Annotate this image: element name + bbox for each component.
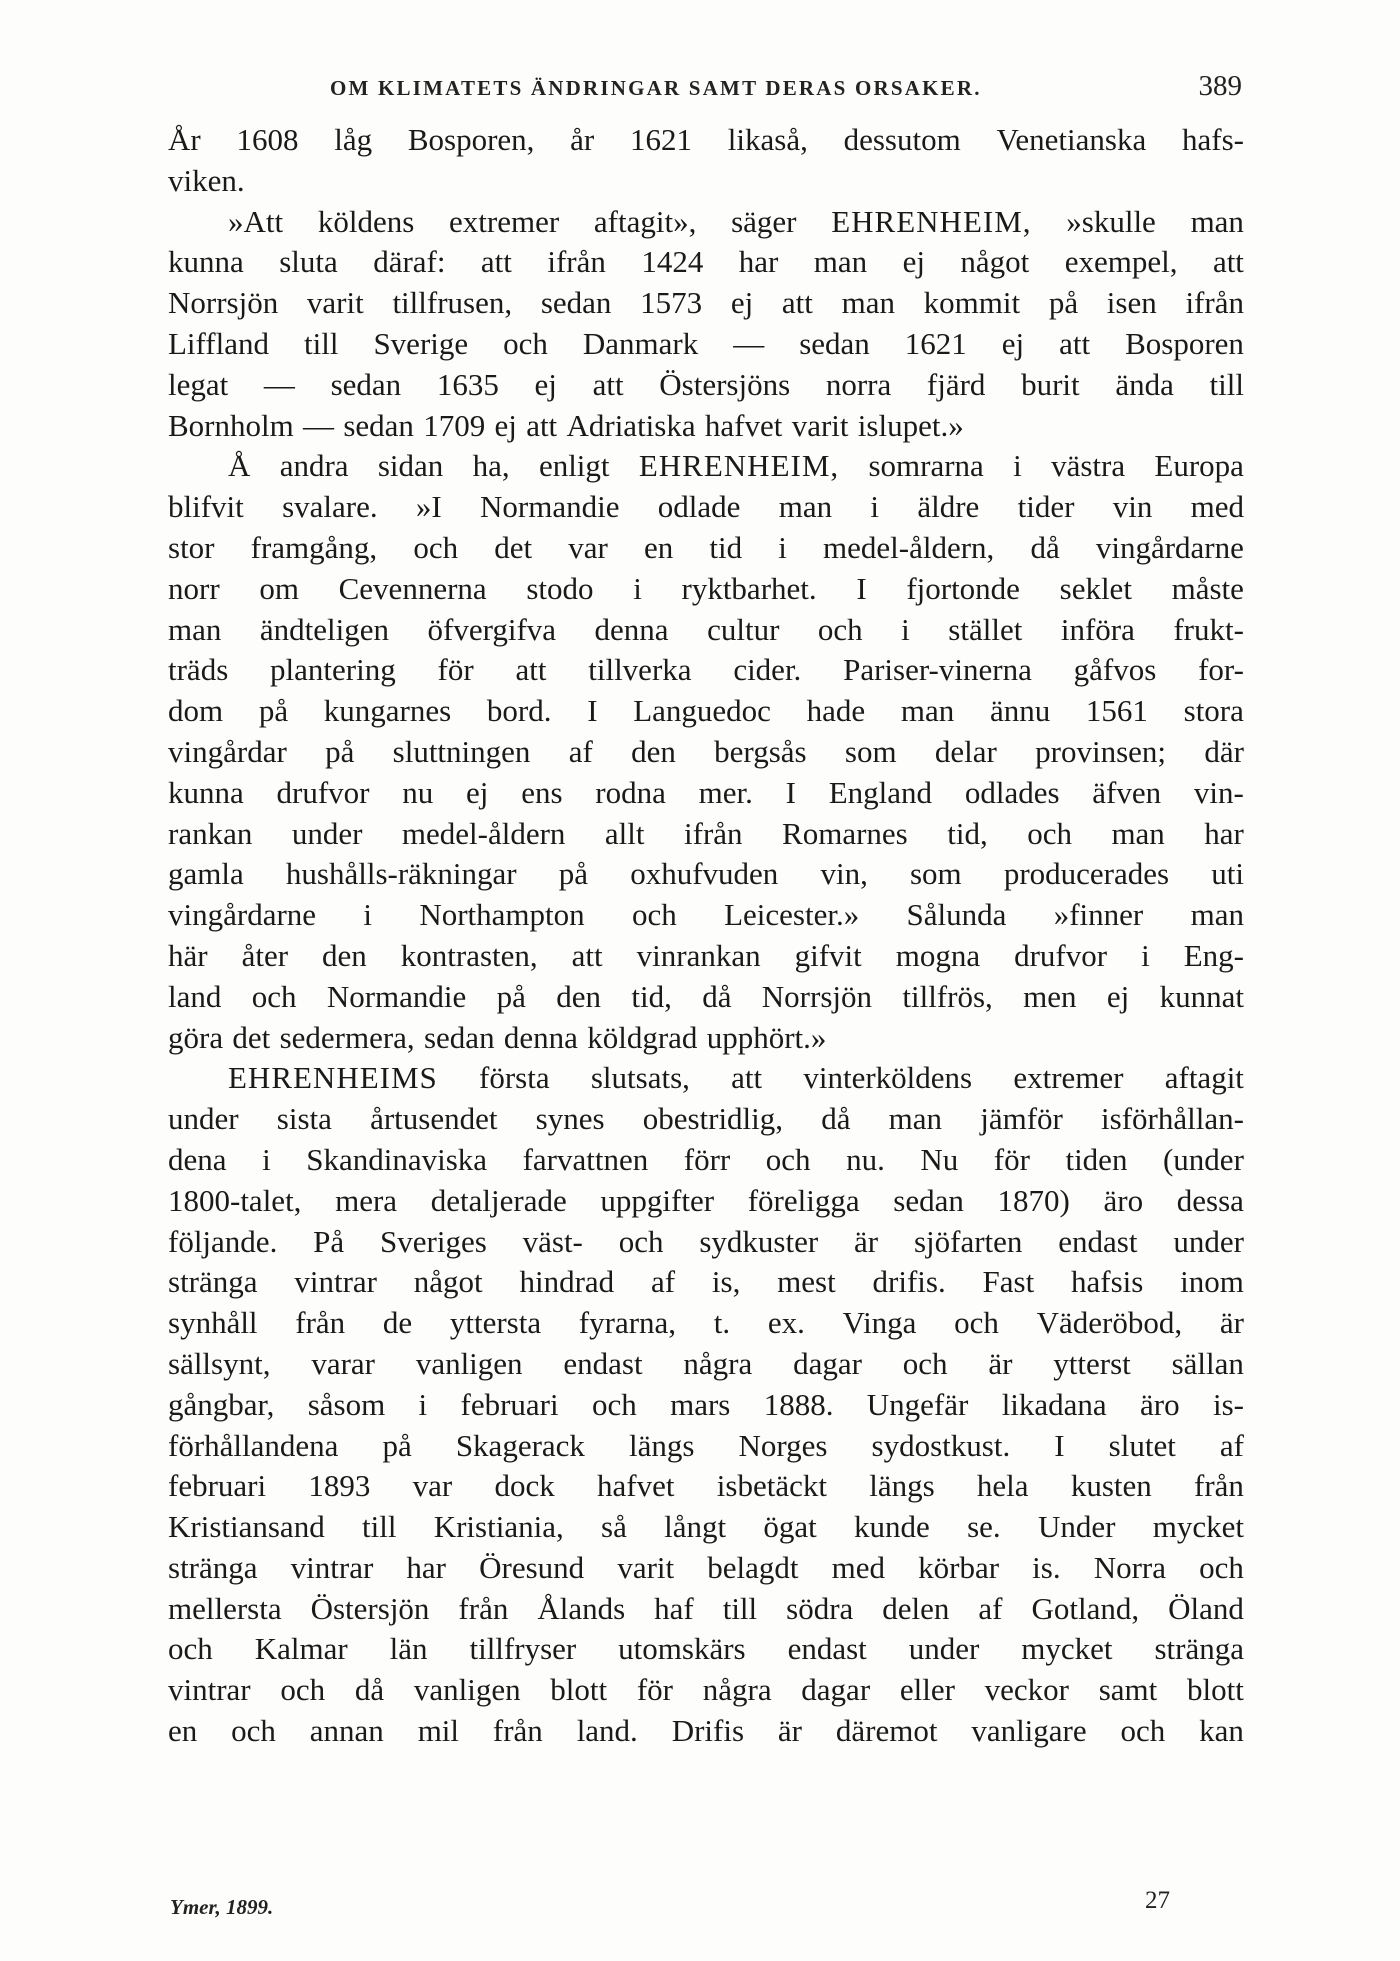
text-line: stränga vintrar har Öresund varit belagdt med körbar is. Norra och [168,1549,1244,1585]
text-line: Å andra sidan ha, enligt EHRENHEIM, somrarna i västra Europa [228,448,1244,484]
text-line: vingårdar på sluttningen af den bergsås som delar provinsen; där [168,733,1244,769]
text-line: gamla hushålls-räkningar på oxhufvuden vin, som producerades uti [168,856,1244,892]
text-line: vintrar och då vanligen blott för några dagar eller veckor samt blott [168,1672,1244,1708]
text-line: dom på kungarnes bord. I Languedoc hade man ännu 1561 stora [168,693,1244,729]
page-number: 389 [1198,70,1242,102]
text-line: land och Normandie på den tid, då Norrsjön tillfrös, men ej kunnat [168,978,1244,1014]
text-line: följande. På Sveriges väst- och sydkuster är sjöfarten endast under [168,1223,1244,1259]
text-line: Bornholm — sedan 1709 ej att Adriatiska hafvet varit islupet.» [168,407,964,443]
text-line: blifvit svalare. »I Normandie odlade man i äldre tider vin med [168,489,1244,525]
text-line: gångbar, såsom i februari och mars 1888. Ungefär likadana äro is- [168,1386,1244,1422]
text-line: År 1608 låg Bosporen, år 1621 likaså, dessutom Venetianska hafs- [168,122,1244,157]
text-line: EHRENHEIMS första slutsats, att vinterköldens extremer aftagit [228,1060,1244,1096]
text-line: en och annan mil från land. Drifis är däremot vanligare och kan [168,1713,1244,1749]
text-line: och Kalmar län tillfryser utomskärs endast under mycket stränga [168,1631,1244,1667]
text-line: 1800-talet, mera detaljerade uppgifter föreligga sedan 1870) äro dessa [168,1182,1244,1218]
text-line: synhåll från de yttersta fyrarna, t. ex. Vinga och Väderöbod, är [168,1305,1244,1341]
text-line: stränga vintrar något hindrad af is, mest drifis. Fast hafsis inom [168,1264,1244,1300]
footer-signature: 27 [1145,1887,1170,1914]
text-line: förhållandena på Skagerack längs Norges sydostkust. I slutet af [168,1427,1244,1463]
text-line: göra det sedermera, sedan denna köldgrad upphört.» [168,1019,827,1055]
running-title: OM KLIMATETS ÄNDRINGAR SAMT DERAS ORSAKER. [330,76,982,100]
page-footer [170,1887,1170,1935]
text-line: februari 1893 var dock hafvet isbetäckt längs hela kusten från [168,1468,1244,1504]
footer-source: Ymer, 1899. [170,1895,274,1919]
text-line: »Att köldens extremer aftagit», säger EHRENHEIM, »skulle man [228,203,1244,239]
text-line: träds plantering för att tillverka cider. Pariser-vinerna gåfvos for- [168,652,1244,688]
text-line: Norrsjön varit tillfrusen, sedan 1573 ej att man kommit på isen ifrån [168,285,1244,321]
text-line: kunna sluta däraf: att ifrån 1424 har man ej något exempel, att [168,244,1244,280]
text-line: rankan under medel-åldern allt ifrån Romarnes tid, och man har [168,815,1244,851]
page-header [170,70,1242,110]
body-text [168,120,1244,1752]
text-line: sällsynt, varar vanligen endast några dagar och är ytterst sällan [168,1345,1244,1381]
text-line: Kristiansand till Kristiania, så långt ögat kunde se. Under mycket [168,1509,1244,1545]
text-line: man ändteligen öfvergifva denna cultur och i stället införa frukt- [168,611,1244,647]
text-line: norr om Cevennerna stodo i ryktbarhet. I fjortonde seklet måste [168,570,1244,606]
text-line: stor framgång, och det var en tid i medel-åldern, då vingårdarne [168,529,1244,565]
text-line: viken. [168,162,245,198]
text-line: legat — sedan 1635 ej att Östersjöns norra fjärd burit ända till [168,366,1244,402]
text-line: vingårdarne i Northampton och Leicester.» Sålunda »finner man [168,897,1244,933]
text-line: mellersta Östersjön från Ålands haf till södra delen af Gotland, Öland [168,1590,1244,1626]
text-line: Liffland till Sverige och Danmark — sedan 1621 ej att Bosporen [168,325,1244,361]
text-line: dena i Skandinaviska farvattnen förr och nu. Nu för tiden (under [168,1141,1244,1177]
text-line: under sista årtusendet synes obestridlig, då man jämför isförhållan- [168,1101,1244,1137]
text-line: kunna drufvor nu ej ens rodna mer. I England odlades äfven vin- [168,774,1244,810]
text-line: här åter den kontrasten, att vinrankan gifvit mogna drufvor i Eng- [168,937,1244,973]
